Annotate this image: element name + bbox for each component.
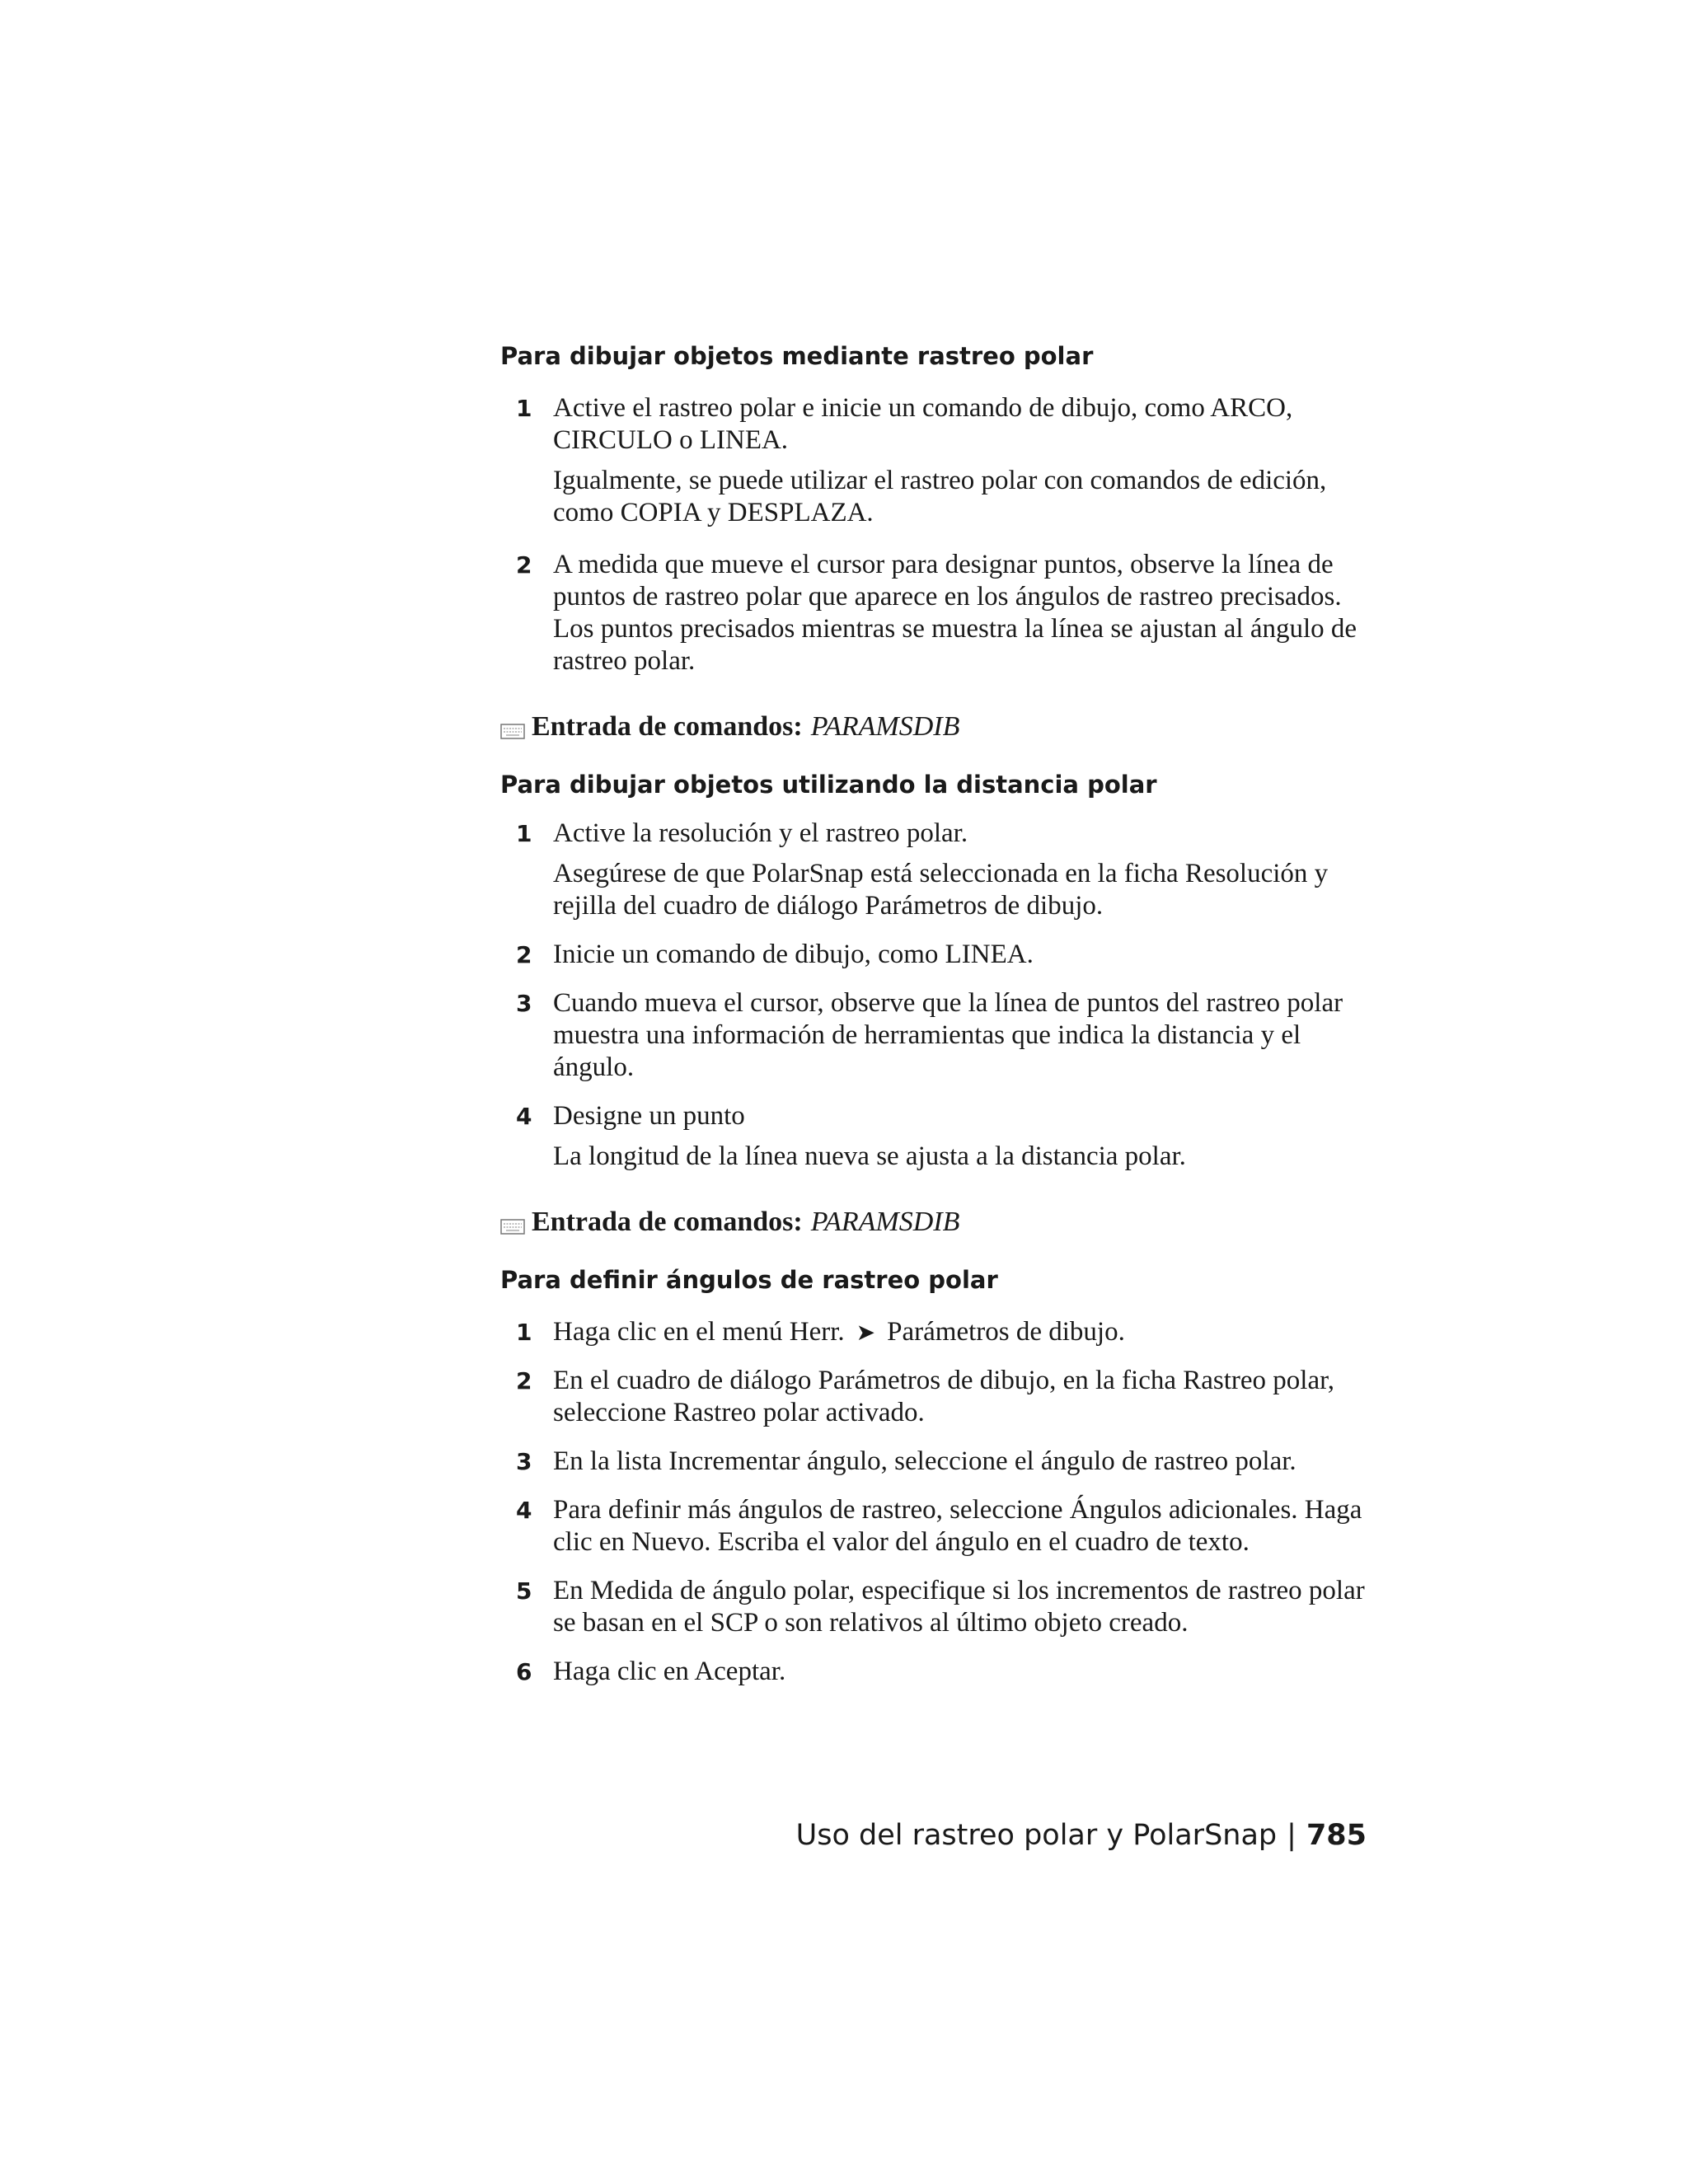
step-text-after: Parámetros de dibujo.: [887, 1317, 1125, 1347]
step-number: 2: [516, 551, 532, 579]
command-label: Entrada de comandos:: [532, 711, 803, 742]
command-entry: [500, 710, 1382, 743]
step-text: En el cuadro de diálogo Parámetros de dibujo, en la ficha Rastreo polar, seleccione Rastreo polar activado.: [553, 1366, 1335, 1427]
step-item: [500, 818, 1382, 922]
step-number: 4: [516, 1103, 532, 1130]
step-number: 2: [516, 1367, 532, 1394]
step-text: En la lista Incrementar ángulo, seleccione el ángulo de rastreo polar.: [553, 1446, 1296, 1476]
step-number: 4: [516, 1497, 532, 1524]
step-text: Inicie un comando de dibujo, como LINEA.: [553, 940, 1034, 969]
step-item: [500, 1446, 1382, 1478]
step-note: Igualmente, se puede utilizar el rastreo polar con comandos de edición, como COPIA y DESPLAZA.: [553, 466, 1327, 527]
step-number: 2: [516, 941, 532, 968]
step-item: [500, 549, 1382, 677]
keyboard-icon: [500, 1211, 525, 1229]
command-label: Entrada de comandos:: [532, 1207, 803, 1237]
step-item: [500, 939, 1382, 971]
procedure-title: Para definir ángulos de rastreo polar: [500, 1266, 998, 1294]
step-number: 1: [516, 1319, 532, 1346]
step-item: [500, 1494, 1382, 1558]
page-content: [500, 340, 1382, 1688]
page-footer: [796, 1817, 1367, 1854]
step-list: [500, 1316, 1382, 1688]
menu-arrow-icon: ➤: [856, 1319, 876, 1346]
step-note: Asegúrese de que PolarSnap está seleccionada en la ficha Resolución y rejilla del cuadro de diálogo Parámetros de dibujo.: [553, 859, 1329, 921]
procedure-title: Para dibujar objetos mediante rastreo polar: [500, 342, 1094, 370]
step-item: [500, 1365, 1382, 1429]
step-number: 6: [516, 1658, 532, 1685]
step-number: 3: [516, 1448, 532, 1475]
step-text: En Medida de ángulo polar, especifique si los incrementos de rastreo polar se basan en el SCP o son relativos al último objeto creado.: [553, 1576, 1365, 1638]
step-list: [500, 392, 1382, 677]
step-number: 1: [516, 395, 532, 422]
footer-section-title: Uso del rastreo polar y PolarSnap: [795, 1819, 1278, 1852]
command-entry: [500, 1206, 1382, 1239]
step-number: 1: [516, 820, 532, 847]
step-text: Designe un punto: [553, 1101, 745, 1131]
page-number: 785: [1306, 1819, 1367, 1852]
step-item: [500, 1656, 1382, 1688]
step-text: Cuando mueva el cursor, observe que la línea de puntos del rastreo polar muestra una información de herramientas que indica la distancia y el ángulo.: [553, 988, 1343, 1082]
step-text: Haga clic en Aceptar.: [553, 1657, 786, 1686]
step-text: [553, 1316, 1382, 1348]
step-number: 3: [516, 990, 532, 1017]
command-value: PARAMSDIB: [810, 711, 960, 742]
step-item: [500, 392, 1382, 529]
command-value: PARAMSDIB: [810, 1207, 960, 1237]
procedure-title: Para dibujar objetos utilizando la distancia polar: [500, 771, 1157, 799]
step-item: [500, 1575, 1382, 1639]
step-number: 5: [516, 1577, 532, 1605]
footer-separator: |: [1287, 1819, 1296, 1852]
step-item: [500, 987, 1382, 1084]
step-text-before: Haga clic en el menú Herr.: [553, 1317, 845, 1347]
step-text: Para definir más ángulos de rastreo, seleccione Ángulos adicionales. Haga clic en Nuevo. Escriba el valor del ángulo en el cuadro de texto.: [553, 1495, 1362, 1557]
step-text: Active el rastreo polar e inicie un comando de dibujo, como ARCO, CIRCULO o LINEA.: [553, 393, 1293, 455]
step-note: La longitud de la línea nueva se ajusta a la distancia polar.: [553, 1141, 1186, 1171]
keyboard-icon: [500, 715, 525, 733]
step-text: A medida que mueve el cursor para designar puntos, observe la línea de puntos de rastreo polar que aparece en los ángulos de rastreo precisados. Los puntos precisados mientras se muestra la línea se ajustan al ángulo de rastreo polar.: [553, 550, 1357, 676]
step-item: [500, 1316, 1382, 1348]
step-text: Active la resolución y el rastreo polar.: [553, 818, 968, 848]
step-list: [500, 818, 1382, 1173]
step-item: [500, 1100, 1382, 1173]
